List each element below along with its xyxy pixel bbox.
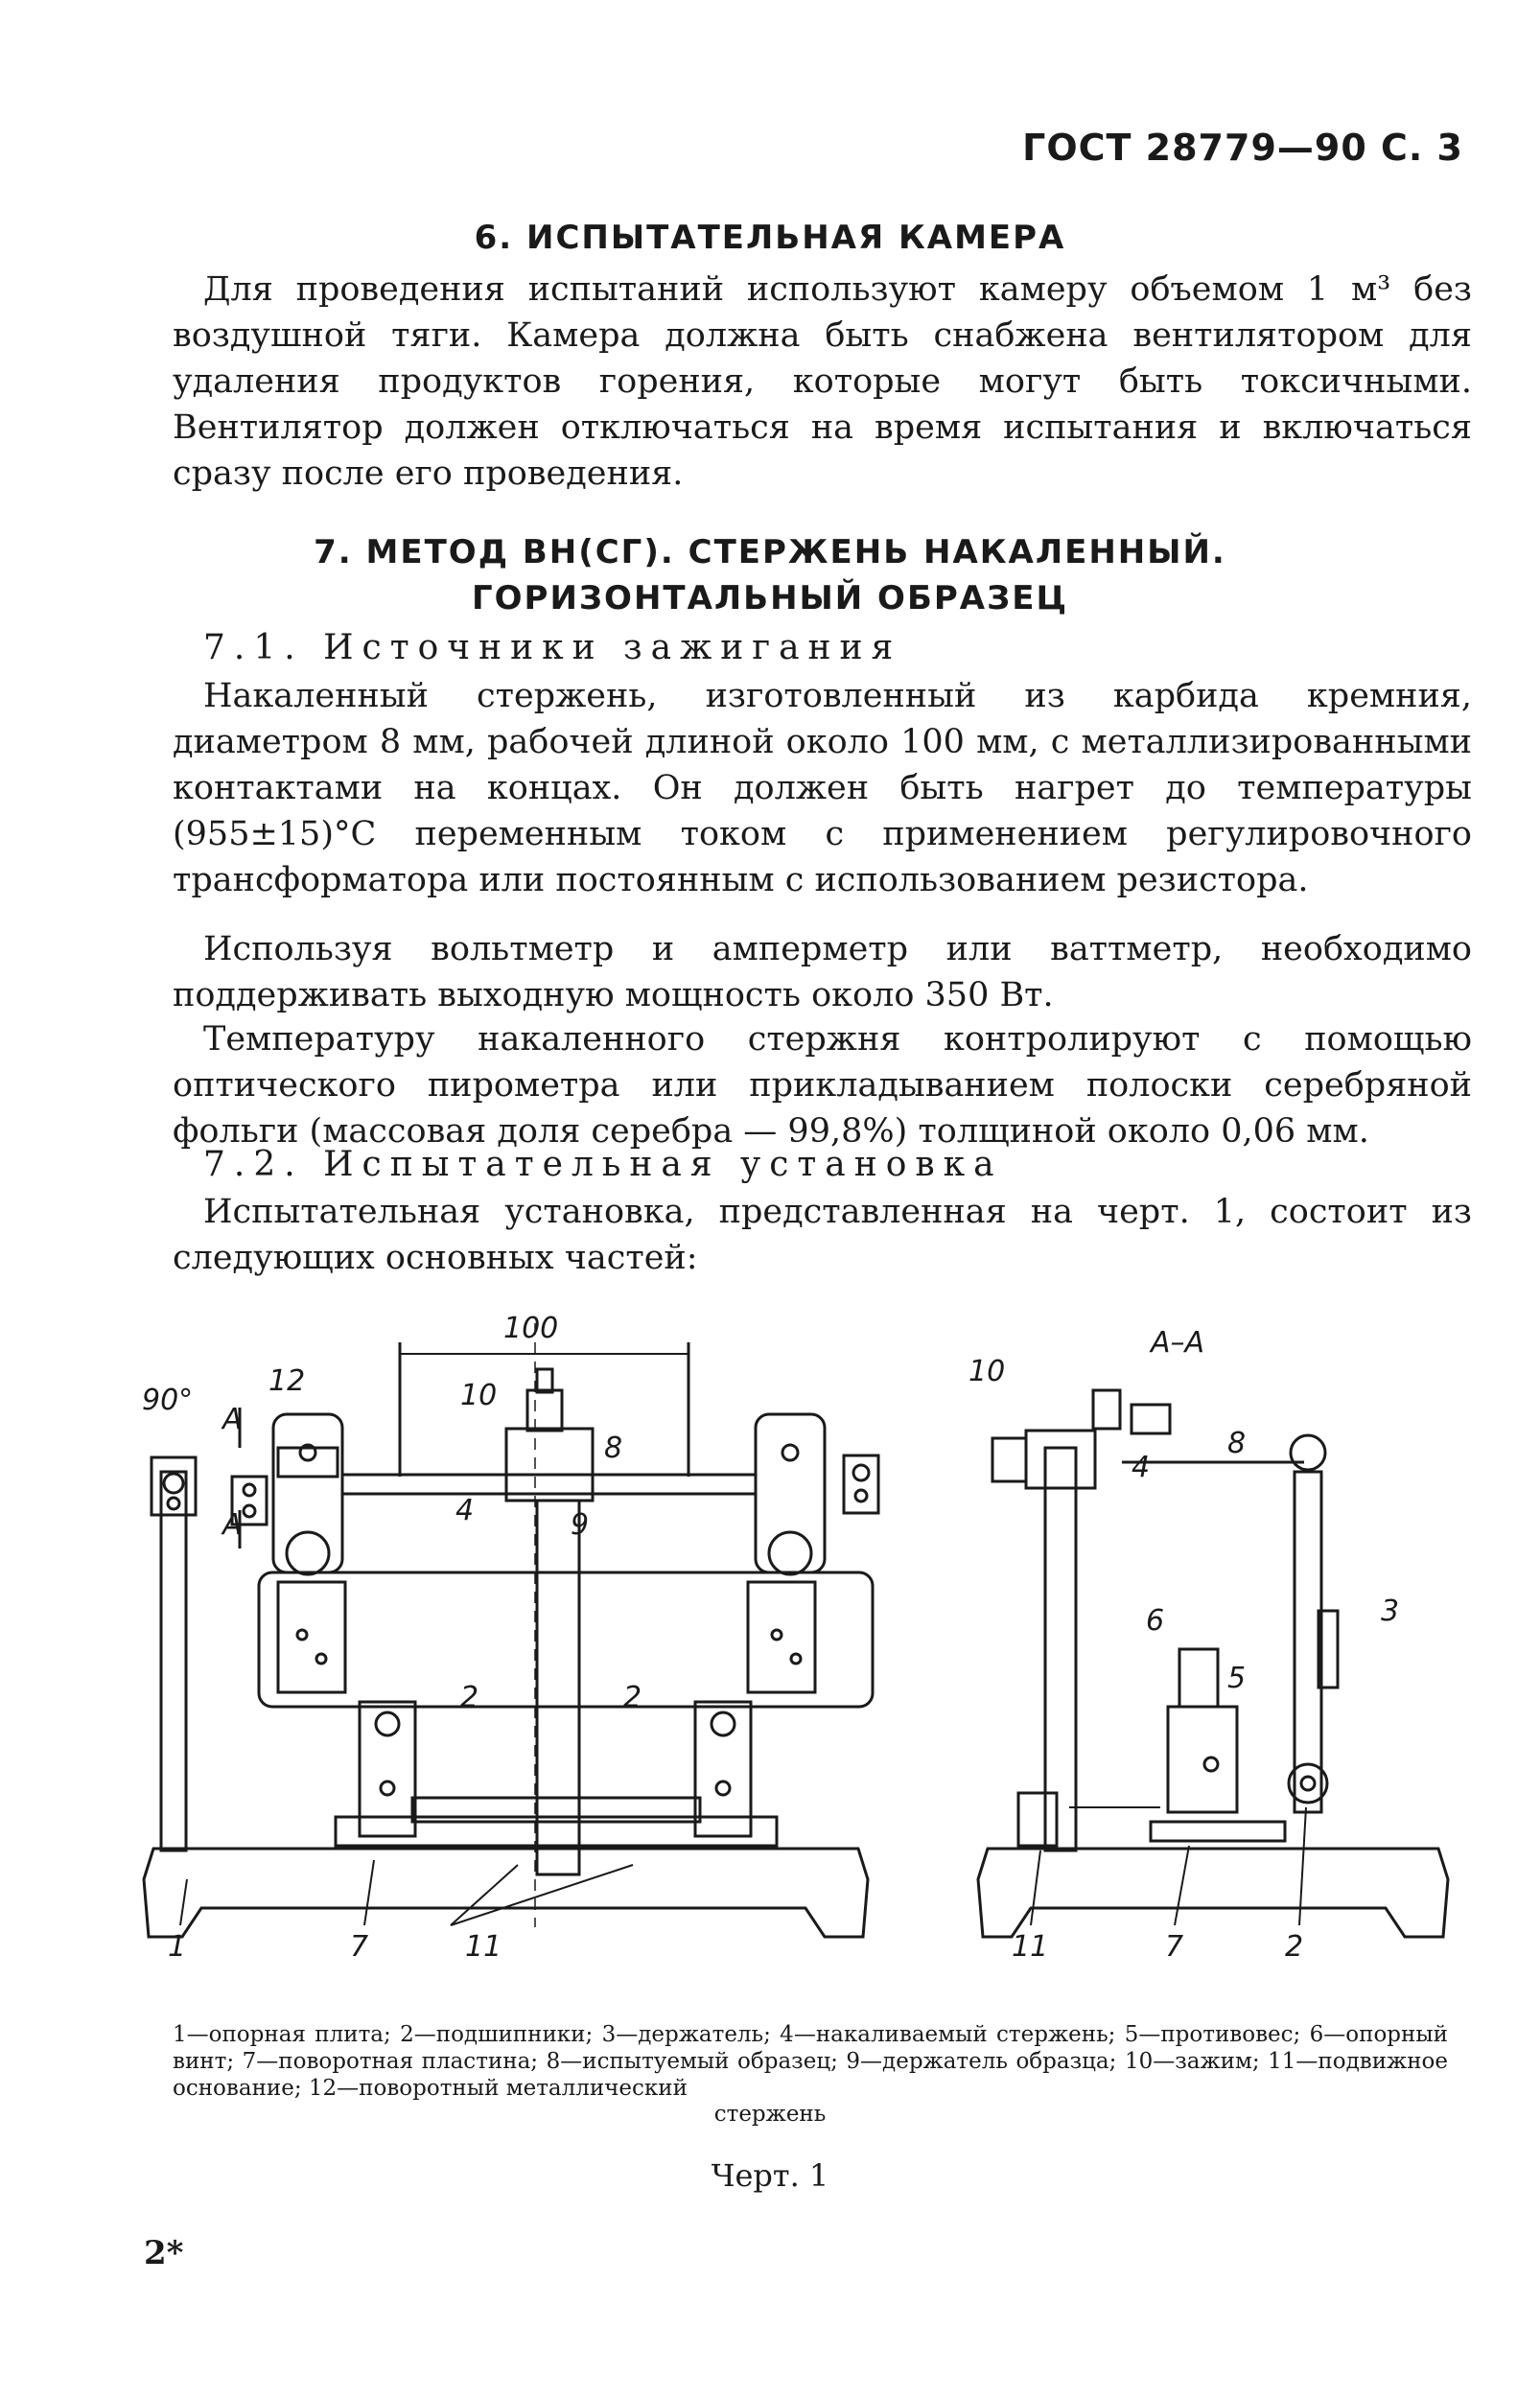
figure-caption-end: стержень [713, 2102, 827, 2127]
drawing-1 [134, 1285, 1477, 1985]
label-11-right: 11 [1012, 1930, 1049, 1964]
label-4: 4 [455, 1494, 475, 1527]
paragraph-7-1-a: Накаленный стержень, изготовленный из карбида кремния, диаметром 8 мм, рабочей длиной около 100 мм, с металлизированными контактами на концах. Он должен быть нагрет до температуры (955±15)°С переменным током с применением регулировочного трансформатора или постоянным с использованием резистора. [173, 677, 1472, 899]
right-holder [756, 1414, 825, 1572]
dim-8-label: 8 [604, 1432, 623, 1465]
section-6-paragraph: Для проведения испытаний используют камеру объемом 1 м³ без воздушной тяги. Камера должна быть снабжена вентилятором для удаления продуктов горения, которые могут быть токсичными. Вентилятор должен отключаться на время испытания и включаться сразу после его проведения. [173, 270, 1472, 493]
section-7-title-line1: 7. МЕТОД ВН(СГ). СТЕРЖЕНЬ НАКАЛЕННЫЙ. [314, 533, 1226, 571]
angle-label: 90° [142, 1384, 194, 1417]
label-8: 8 [1227, 1427, 1247, 1460]
base-plate-right [978, 1849, 1448, 1937]
paragraph-7-2: Испытательная установка, представленная на черт. 1, состоит из следующих основных частей: [173, 1193, 1472, 1277]
label-1: 1 [168, 1930, 187, 1964]
label-2-right-view: 2 [1285, 1930, 1304, 1964]
label-5: 5 [1227, 1662, 1247, 1695]
left-post [161, 1472, 186, 1851]
clamp [506, 1429, 593, 1501]
label-6: 6 [1146, 1604, 1165, 1638]
page-footer: 2* [144, 2234, 184, 2272]
section-mark-top: А [222, 1403, 243, 1436]
support-screw [1179, 1649, 1218, 1707]
section-view-title: А–А [1151, 1326, 1205, 1360]
label-2-left: 2 [460, 1681, 479, 1714]
figure-caption: 1—опорная плита; 2—подшипники; 3—держатель; 4—накаливаемый стержень; 5—противовес; 6—опорный винт; 7—поворотная пластина; 8—испытуемый образец; 9—держатель образца; 10—зажим; 11—подвижное основание; 12—поворотный металлический [173, 2022, 1448, 2101]
dim-100-label: 100 [503, 1312, 559, 1345]
subsection-7-2-title: 7.2. Испытательная установка [203, 1145, 1003, 1184]
right-view-post [1045, 1448, 1076, 1851]
left-post-head [152, 1457, 196, 1515]
label-12: 12 [268, 1364, 306, 1398]
subsection-7-1-title: 7.1. Источники зажигания [203, 628, 902, 667]
technical-drawing [134, 1285, 1477, 1985]
label-2-right: 2 [623, 1681, 642, 1714]
label-11-left: 11 [465, 1930, 502, 1964]
label-3: 3 [1381, 1595, 1400, 1628]
label-10-left: 10 [460, 1379, 498, 1412]
label-9: 9 [571, 1508, 590, 1542]
dim-4-label: 4 [1132, 1451, 1151, 1484]
section-7-title-line2: ГОРИЗОНТАЛЬНЫЙ ОБРАЗЕЦ [471, 579, 1069, 617]
label-10-right: 10 [968, 1355, 1006, 1388]
glow-bar [342, 1475, 756, 1494]
counterweight [1168, 1707, 1237, 1812]
section-mark-bottom: А [222, 1508, 243, 1542]
left-holder [273, 1414, 342, 1572]
section-6-title: 6. ИСПЫТАТЕЛЬНАЯ КАМЕРА [474, 219, 1066, 257]
paragraph-7-1-b: Используя вольтметр и амперметр или ваттметр, необходимо поддерживать выходную мощность около 350 Вт. [173, 930, 1472, 1014]
page-header: ГОСТ 28779—90 С. 3 [1022, 127, 1463, 169]
paragraph-7-1-c: Температуру накаленного стержня контролируют с помощью оптического пирометра или прикладыванием полоски серебряной фольги (массовая доля серебра — 99,8%) толщиной около 0,06 мм. [173, 1020, 1472, 1151]
base-plate-left [144, 1849, 868, 1937]
label-7-right: 7 [1165, 1930, 1184, 1964]
figure-number: Черт. 1 [711, 2157, 829, 2194]
label-7-left: 7 [350, 1930, 369, 1964]
